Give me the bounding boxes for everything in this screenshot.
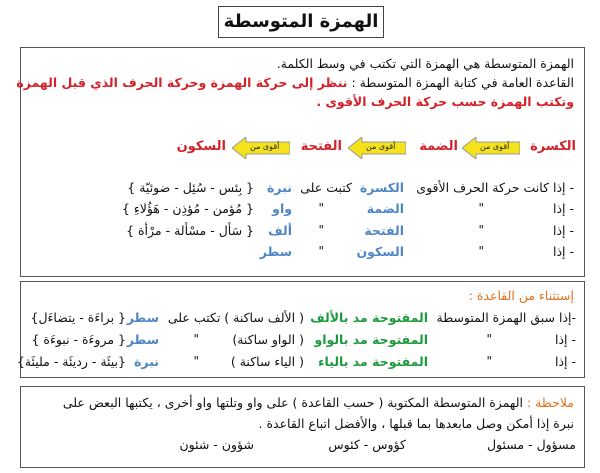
chain-item-fatha: الفتحة	[300, 139, 342, 154]
rule-line-1	[16, 75, 574, 90]
chain-item-damma: الضمة	[419, 139, 458, 154]
arrow-icon: أقوى من	[232, 137, 290, 159]
rule-line-2: وتكتب الهمزة حسب حركة الحرف الأقوى .	[316, 94, 574, 109]
exception-box: إستثناء من القاعدة : -إذا سبق الهمزة المتوسطة المفتوحة مد بالألف ( الألف ساكنة ) تكتب على سطر { براءَة - يتضاءَل} - إذا " المفتوحة مد بالواو ( الواو ساكنة) " سطر { مروءَة - نبوءَة } - إذا " المفتوحة مد بالياء ( الياء ساكنة ) " نبرة {بيئَة - رديئَة - مليئَة}	[20, 281, 585, 378]
note-line-1	[63, 395, 574, 410]
rule-highlight: ننظر إلى حركة الهمزة وحركة الحرف الذي قبل الهمزة	[16, 75, 348, 90]
definition-text: الهمزة المتوسطة هي الهمزة التي تكتب في وسط الكلمة.	[276, 56, 574, 71]
note-box	[20, 386, 585, 468]
note-text-2: نبرة إذا أمكن وصل مابعدها بما قبلها ، والأفضل اتباع القاعدة .	[258, 416, 574, 431]
note-label: ملاحظة :	[526, 395, 574, 410]
arrow-icon: أقوى من	[348, 137, 406, 159]
chain-item-kasra: الكسرة	[530, 139, 576, 154]
note-example: مسؤول - مسئول	[486, 437, 576, 452]
arrow-icon: أقوى من	[462, 137, 520, 159]
page-title: الهمزة المتوسطة	[218, 6, 384, 38]
note-text-1: الهمزة المتوسطة المكتوبة ( حسب القاعدة ) على واو وتلتها واو أخرى ، يكتبها البعض على	[62, 395, 523, 410]
exception-heading: إستثناء من القاعدة :	[468, 288, 574, 303]
rule-box: الهمزة المتوسطة هي الهمزة التي تكتب في وسط الكلمة. القاعدة العامة في كتابة الهمزة المتوسطة : ننظر إلى حركة الهمزة وحركة الحرف الذي قبل الهمزة وتكتب الهمزة حسب حركة الحرف الأقوى . الكسرة أقوى من الضمة أقوى من الفتحة أقوى من السكون - إذا كانت حركة الحرف الأقوى الكسرة كتبت على نبرة { بِئس - سُئِل - ضوئيّة } - إذا " الضمة " واو { مُؤمن - مُؤذِن - هَؤُلاءِ } - إذا " الفتحة " ألف { سَأل - مسْألة - مرْأة } - إذا " السكون " سطر	[20, 47, 585, 277]
rule-prefix: القاعدة العامة في كتابة الهمزة المتوسطة :	[347, 75, 574, 90]
note-example: كؤوس - كئوس	[328, 437, 406, 452]
note-example: شؤون - شئون	[179, 437, 254, 452]
chain-item-sukun: السكون	[176, 139, 226, 154]
